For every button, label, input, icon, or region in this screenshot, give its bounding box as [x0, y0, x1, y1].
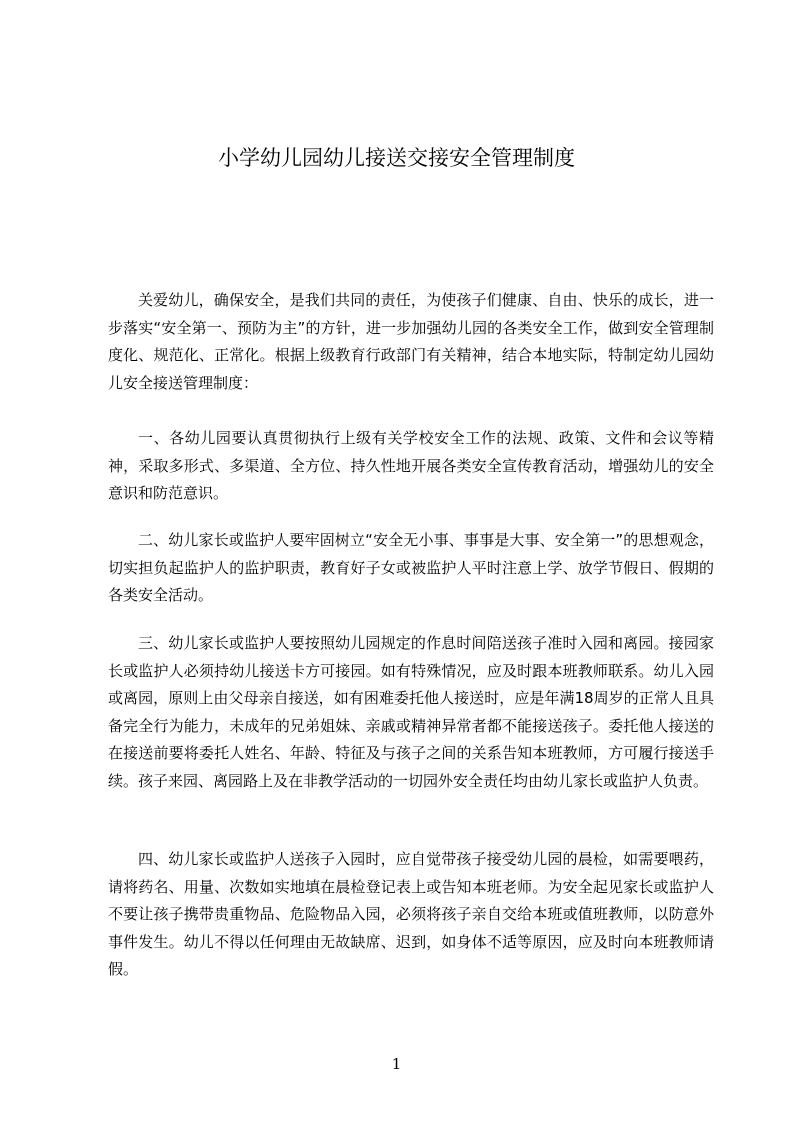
intro-paragraph: 关爱幼儿，确保安全，是我们共同的责任，为使孩子们健康、自由、快乐的成长，进一步落实“安全第一、预防为主”的方针，进一步加强幼儿园的各类安全工作，做到安全管理制度化、规范化、正常化。根据上级教育行政部门有关精神，结合本地实际，特制定幼儿园幼儿安全接送管理制度： [108, 291, 714, 392]
page-number: 1 [391, 1055, 402, 1073]
clause-1-paragraph: 一、各幼儿园要认真贯彻执行上级有关学校安全工作的法规、政策、文件和会议等精神，采取多形式、多渠道、全方位、持久性地开展各类安全宣传教育活动，增强幼儿的安全意识和防范意识。 [108, 429, 714, 503]
document-title: 小学幼儿园幼儿接送交接安全管理制度 [218, 146, 575, 170]
clause-3-paragraph: 三、幼儿家长或监护人要按照幼儿园规定的作息时间陪送孩子准时入园和离园。接园家长或监护人必须持幼儿接送卡方可接园。如有特殊情况，应及时跟本班教师联系。幼儿入园或离园，原则上由父母亲自接送，如有困难委托他人接送时，应是年满18周岁的正常人且具备完全行为能力，未成年的兄弟姐妹、亲戚或精神异常者都不能接送孩子。委托他人接送的在接送前要将委托人姓名、年龄、特征及与孩子之间的关系告知本班教师，方可履行接送手续。孩子来园、离园路上及在非教学活动的一切园外安全责任均由幼儿家长或监护人负责。 [108, 634, 714, 790]
clause-2-paragraph: 二、幼儿家长或监护人要牢固树立“安全无小事、事事是大事、安全第一”的思想观念，切实担负起监护人的监护职责，教育好子女或被监护人平时注意上学、放学节假日、假期的各类安全活动。 [108, 531, 714, 605]
clause-4-paragraph: 四、幼儿家长或监护人送孩子入园时，应自觉带孩子接受幼儿园的晨检，如需要喂药，请将药名、用量、次数如实地填在晨检登记表上或告知本班老师。为安全起见家长或监护人不要让孩子携带贵重物品、危险物品入园，必须将孩子亲自交给本班或值班教师，以防意外事件发生。幼儿不得以任何理由无故缺席、迟到，如身体不适等原因，应及时向本班教师请假。 [108, 850, 714, 979]
